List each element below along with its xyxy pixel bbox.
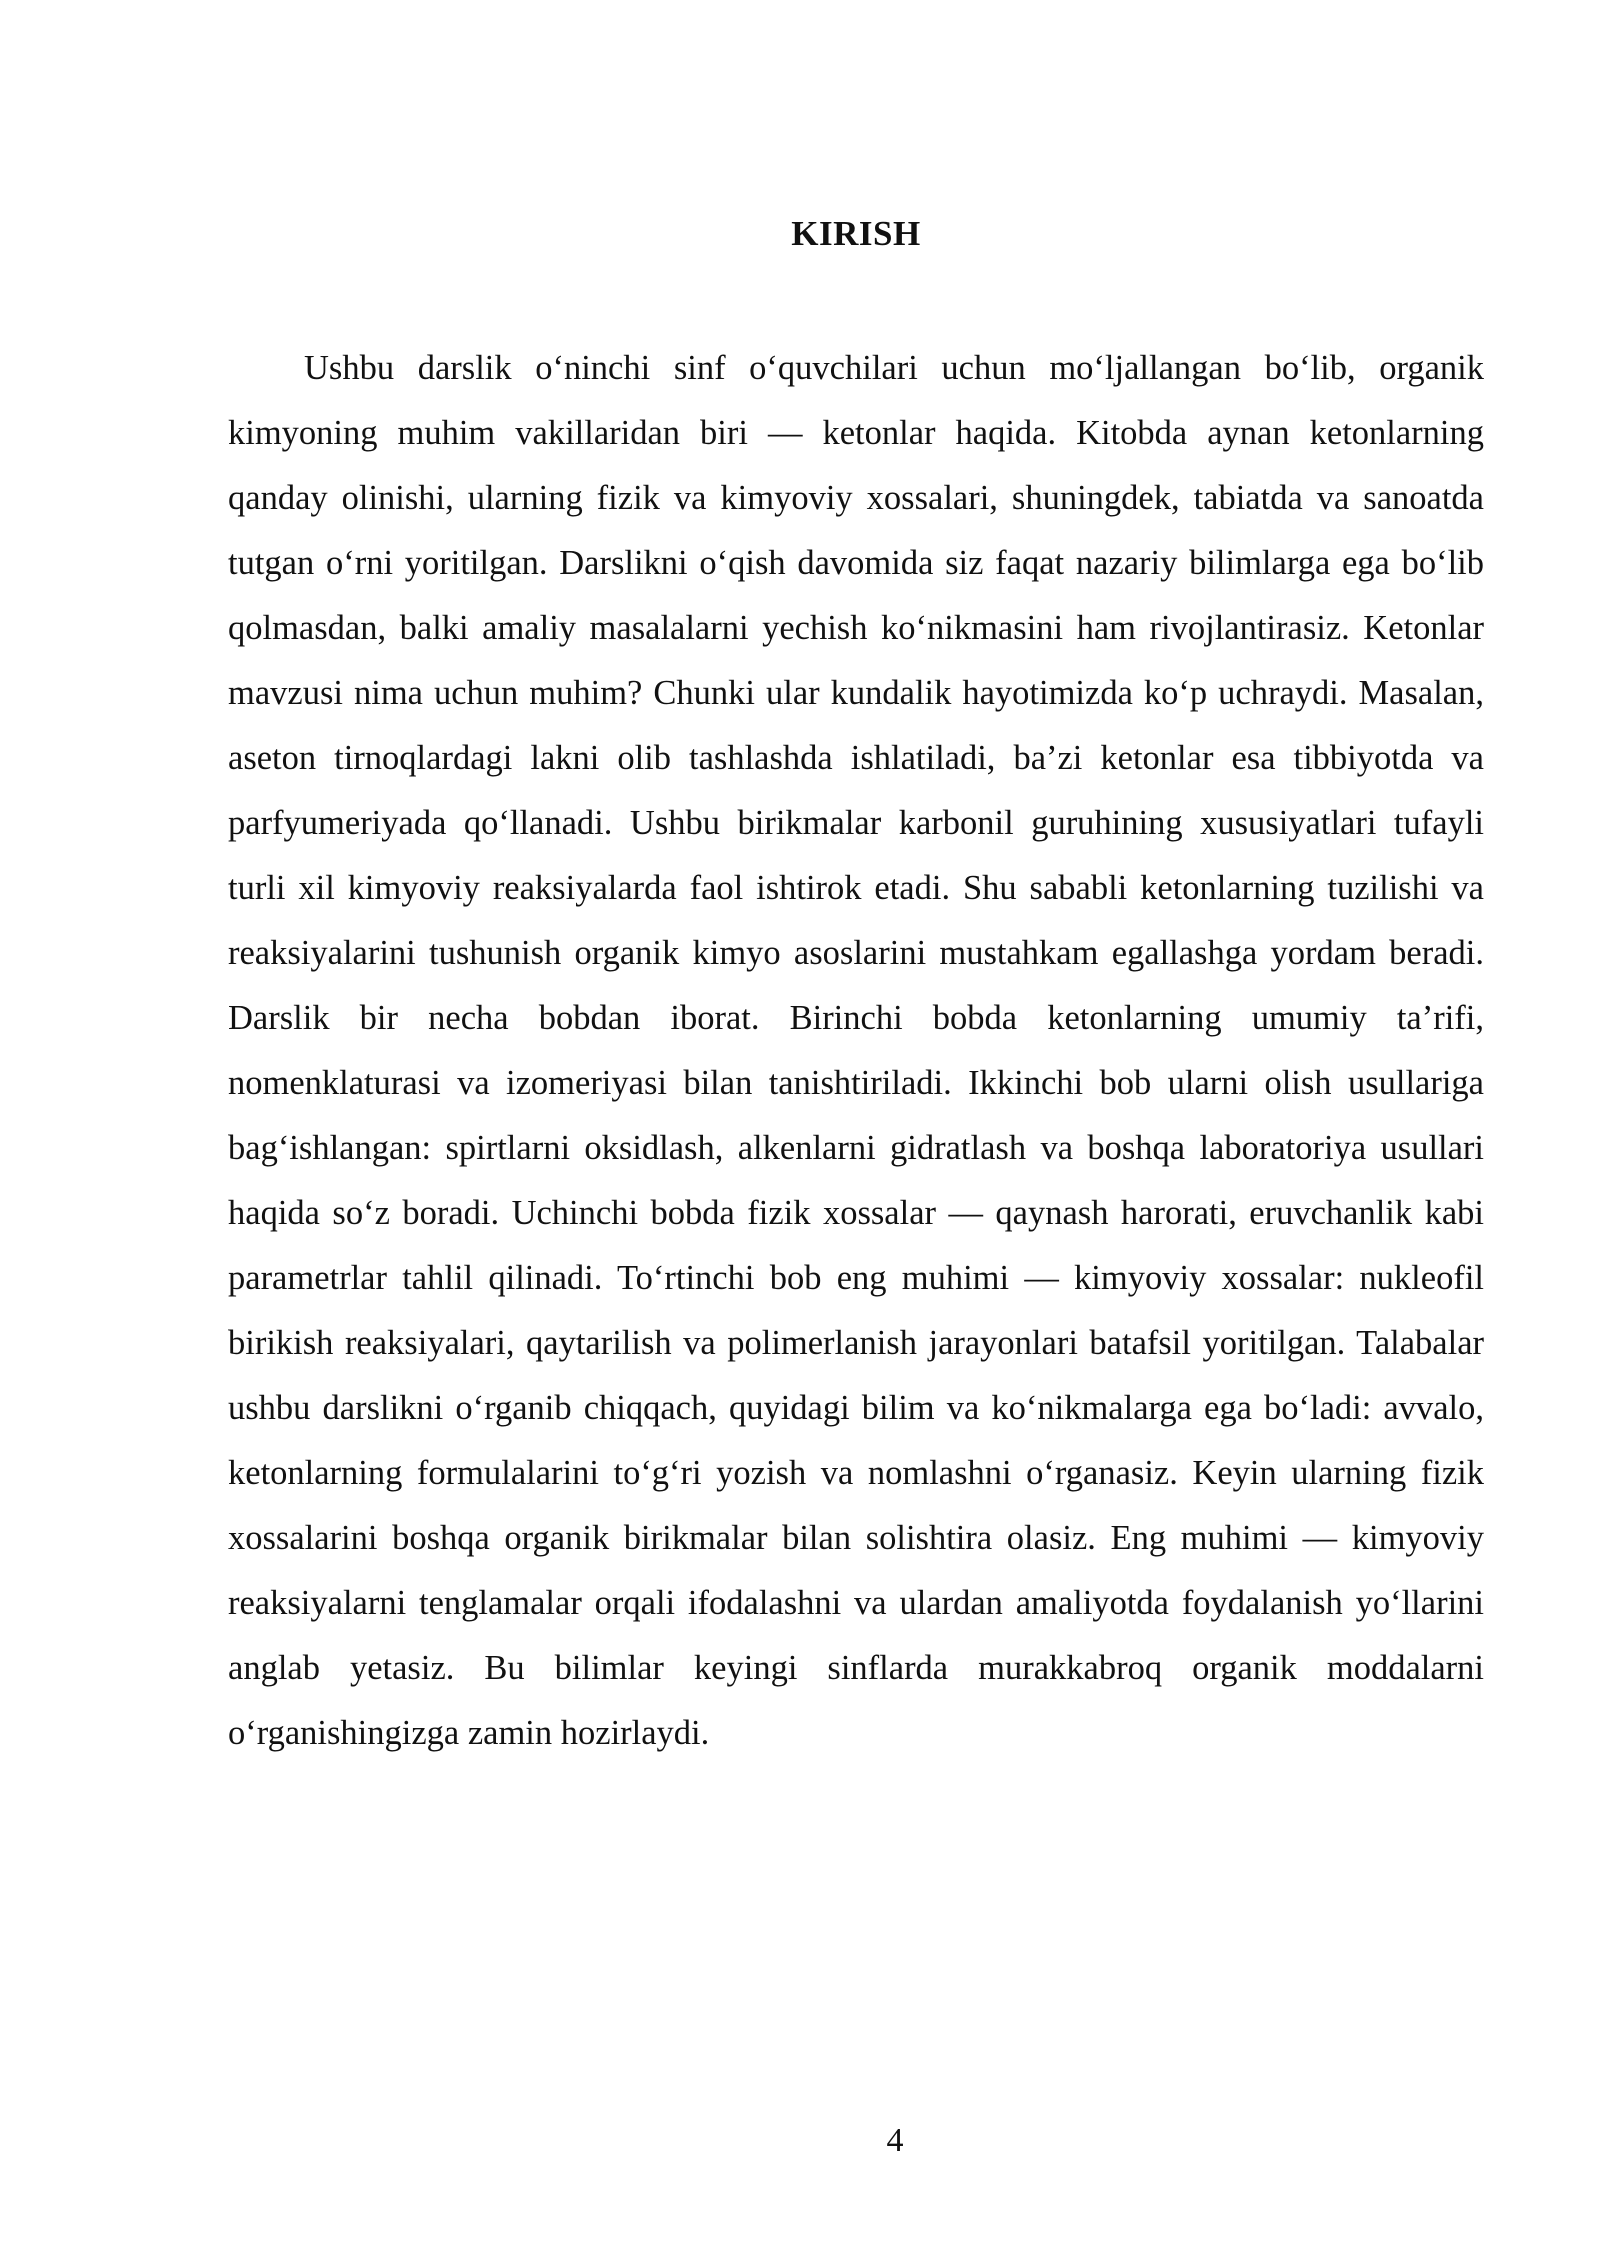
body-paragraph: Ushbu darslik o‘ninchi sinf o‘quvchilari uchun mo‘ljallangan bo‘lib, organik kimyoning muhim vakillaridan biri — ketonlar haqida. Kitobda aynan ketonlarning qanday olinishi, ularning fizik va kimyoviy xossalari, shuningdek, tabiatda va sanoatda tutgan o‘rni yoritilgan. Darslikni o‘qish davomida siz faqat nazariy bilimlarga ega bo‘lib qolmasdan, balki amaliy masalalarni yechish ko‘nikmasini ham rivojlantirasiz. Ketonlar mavzusi nima uchun muhim? Chunki ular kundalik hayotimizda ko‘p uchraydi. Masalan, aseton tirnoqlardagi lakni olib tashlashda ishlatiladi, ba’zi ketonlar esa tibbiyotda va parfyumeriyada qo‘llanadi. Ushbu birikmalar karbonil guruhining xususiyatlari tufayli turli xil kimyoviy reaksiyalarda faol ishtirok etadi. Shu sababli ketonlarning tuzilishi va reaksiyalarini tushunish organik kimyo asoslarini mustahkam egallashga yordam beradi. Darslik bir necha bobdan iborat. Birinchi bobda ketonlarning umumiy ta’rifi, nomenklaturasi va izomeriyasi bilan tanishtiriladi. Ikkinchi bob ularni olish usullariga bag‘ishlangan: spirtlarni oksidlash, alkenlarni gidratlash va boshqa laboratoriya usullari haqida so‘z boradi. Uchinchi bobda fizik xossalar — qaynash harorati, eruvchanlik kabi parametrlar tahlil qilinadi. To‘rtinchi bob eng muhimi — kimyoviy xossalar: nukleofil birikish reaksiyalari, qaytarilish va polimerlanish jarayonlari batafsil yoritilgan. Talabalar ushbu darslikni o‘rganib chiqqach, quyidagi bilim va ko‘nikmalarga ega bo‘ladi: avvalo, ketonlarning formulalarini to‘g‘ri yozish va nomlashni o‘rganasiz. Keyin ularning fizik xossalarini boshqa organik birikmalar bilan solishtira olasiz. Eng muhimi — kimyoviy reaksiyalarni tenglamalar orqali ifodalashni va ulardan amaliyotda foydalanish yo‘llarini anglab yetasiz. Bu bilimlar keyingi sinflarda murakkabroq organik moddalarni o‘rganishingizga zamin hozirlaydi. (228, 349, 1484, 1752)
page-number: 4 (886, 2122, 904, 2159)
section-heading: KIRISH (791, 214, 921, 253)
